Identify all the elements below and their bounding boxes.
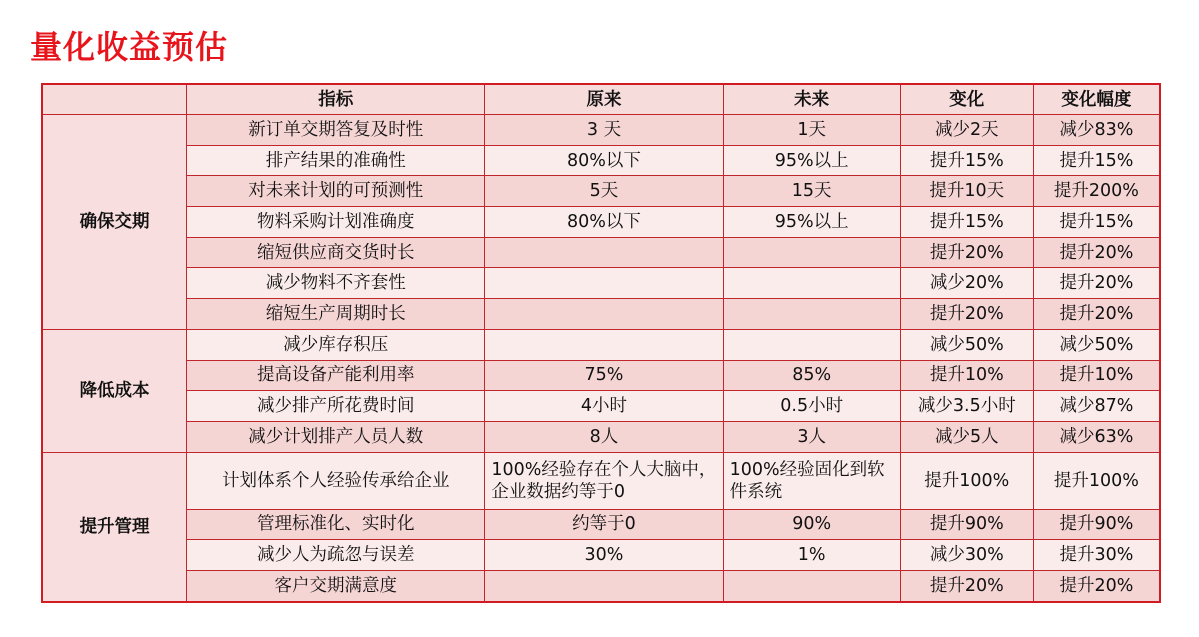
change-cell: 提升15%	[900, 145, 1033, 176]
metric-cell: 管理标准化、实时化	[187, 509, 485, 540]
change-cell: 减少5人	[900, 421, 1033, 452]
after-cell	[723, 299, 900, 330]
change-cell: 减少2天	[900, 115, 1033, 146]
change-cell: 提升20%	[900, 299, 1033, 330]
metric-cell: 提高设备产能利用率	[187, 360, 485, 391]
table-row	[42, 360, 1160, 391]
change-rate-cell: 提升30%	[1033, 540, 1160, 571]
before-cell: 100%经验存在个人大脑中，企业数据约等于0	[485, 452, 723, 509]
change-rate-cell: 减少87%	[1033, 391, 1160, 422]
metric-cell: 物料采购计划准确度	[187, 207, 485, 238]
after-cell	[723, 268, 900, 299]
table-row	[42, 268, 1160, 299]
change-rate-cell: 提升20%	[1033, 570, 1160, 601]
header-metric: 指标	[187, 84, 485, 115]
header-change: 变化	[900, 84, 1033, 115]
before-cell: 5天	[485, 176, 723, 207]
before-cell	[485, 329, 723, 360]
table-row	[42, 176, 1160, 207]
benefit-table	[41, 83, 1161, 603]
change-rate-cell: 提升20%	[1033, 268, 1160, 299]
change-rate-cell: 减少50%	[1033, 329, 1160, 360]
after-cell: 0.5小时	[723, 391, 900, 422]
after-cell: 85%	[723, 360, 900, 391]
header-after: 未来	[723, 84, 900, 115]
change-cell: 减少20%	[900, 268, 1033, 299]
change-cell: 提升15%	[900, 207, 1033, 238]
change-rate-cell: 提升15%	[1033, 145, 1160, 176]
change-rate-cell: 提升20%	[1033, 237, 1160, 268]
table-row	[42, 207, 1160, 238]
change-rate-cell: 提升10%	[1033, 360, 1160, 391]
metric-cell: 新订单交期答复及时性	[187, 115, 485, 146]
change-cell: 提升90%	[900, 509, 1033, 540]
after-cell: 1天	[723, 115, 900, 146]
before-cell: 75%	[485, 360, 723, 391]
table-row	[42, 329, 1160, 360]
group-label: 提升管理	[42, 452, 187, 602]
before-cell	[485, 570, 723, 601]
table-row	[42, 452, 1160, 509]
change-rate-cell: 提升100%	[1033, 452, 1160, 509]
after-cell: 1%	[723, 540, 900, 571]
change-rate-cell: 减少63%	[1033, 421, 1160, 452]
change-cell: 提升20%	[900, 570, 1033, 601]
before-cell: 80%以下	[485, 145, 723, 176]
change-cell: 提升100%	[900, 452, 1033, 509]
before-cell: 约等于0	[485, 509, 723, 540]
before-cell	[485, 237, 723, 268]
table-row	[42, 540, 1160, 571]
table-row	[42, 237, 1160, 268]
after-cell: 95%以上	[723, 207, 900, 238]
metric-cell: 减少排产所花费时间	[187, 391, 485, 422]
header-before: 原来	[485, 84, 723, 115]
before-cell	[485, 268, 723, 299]
table-row	[42, 115, 1160, 146]
change-cell: 提升10%	[900, 360, 1033, 391]
metric-cell: 减少物料不齐套性	[187, 268, 485, 299]
header-change-rate: 变化幅度	[1033, 84, 1160, 115]
change-rate-cell: 提升15%	[1033, 207, 1160, 238]
table-header-row	[42, 84, 1160, 115]
after-cell	[723, 237, 900, 268]
change-rate-cell: 提升90%	[1033, 509, 1160, 540]
after-cell: 95%以上	[723, 145, 900, 176]
change-rate-cell: 减少83%	[1033, 115, 1160, 146]
metric-cell: 计划体系个人经验传承给企业	[187, 452, 485, 509]
before-cell: 8人	[485, 421, 723, 452]
before-cell: 80%以下	[485, 207, 723, 238]
metric-cell: 缩短供应商交货时长	[187, 237, 485, 268]
metric-cell: 减少库存积压	[187, 329, 485, 360]
change-cell: 减少50%	[900, 329, 1033, 360]
after-cell: 90%	[723, 509, 900, 540]
table-row	[42, 509, 1160, 540]
change-rate-cell: 提升200%	[1033, 176, 1160, 207]
table-row	[42, 421, 1160, 452]
table-row	[42, 145, 1160, 176]
after-cell	[723, 570, 900, 601]
after-cell: 15天	[723, 176, 900, 207]
before-cell: 3 天	[485, 115, 723, 146]
change-cell: 提升10天	[900, 176, 1033, 207]
change-rate-cell: 提升20%	[1033, 299, 1160, 330]
group-label: 降低成本	[42, 329, 187, 452]
metric-cell: 缩短生产周期时长	[187, 299, 485, 330]
metric-cell: 客户交期满意度	[187, 570, 485, 601]
group-label: 确保交期	[42, 115, 187, 330]
page-title: 量化收益预估	[30, 28, 229, 66]
metric-cell: 减少人为疏忽与误差	[187, 540, 485, 571]
after-cell: 3人	[723, 421, 900, 452]
before-cell: 4小时	[485, 391, 723, 422]
change-cell: 减少30%	[900, 540, 1033, 571]
before-cell	[485, 299, 723, 330]
after-cell	[723, 329, 900, 360]
table-row	[42, 299, 1160, 330]
metric-cell: 减少计划排产人员人数	[187, 421, 485, 452]
after-cell: 100%经验固化到软件系统	[723, 452, 900, 509]
change-cell: 提升20%	[900, 237, 1033, 268]
header-group	[42, 84, 187, 115]
change-cell: 减少3.5小时	[900, 391, 1033, 422]
metric-cell: 排产结果的准确性	[187, 145, 485, 176]
metric-cell: 对未来计划的可预测性	[187, 176, 485, 207]
before-cell: 30%	[485, 540, 723, 571]
table-row	[42, 570, 1160, 601]
table-row	[42, 391, 1160, 422]
